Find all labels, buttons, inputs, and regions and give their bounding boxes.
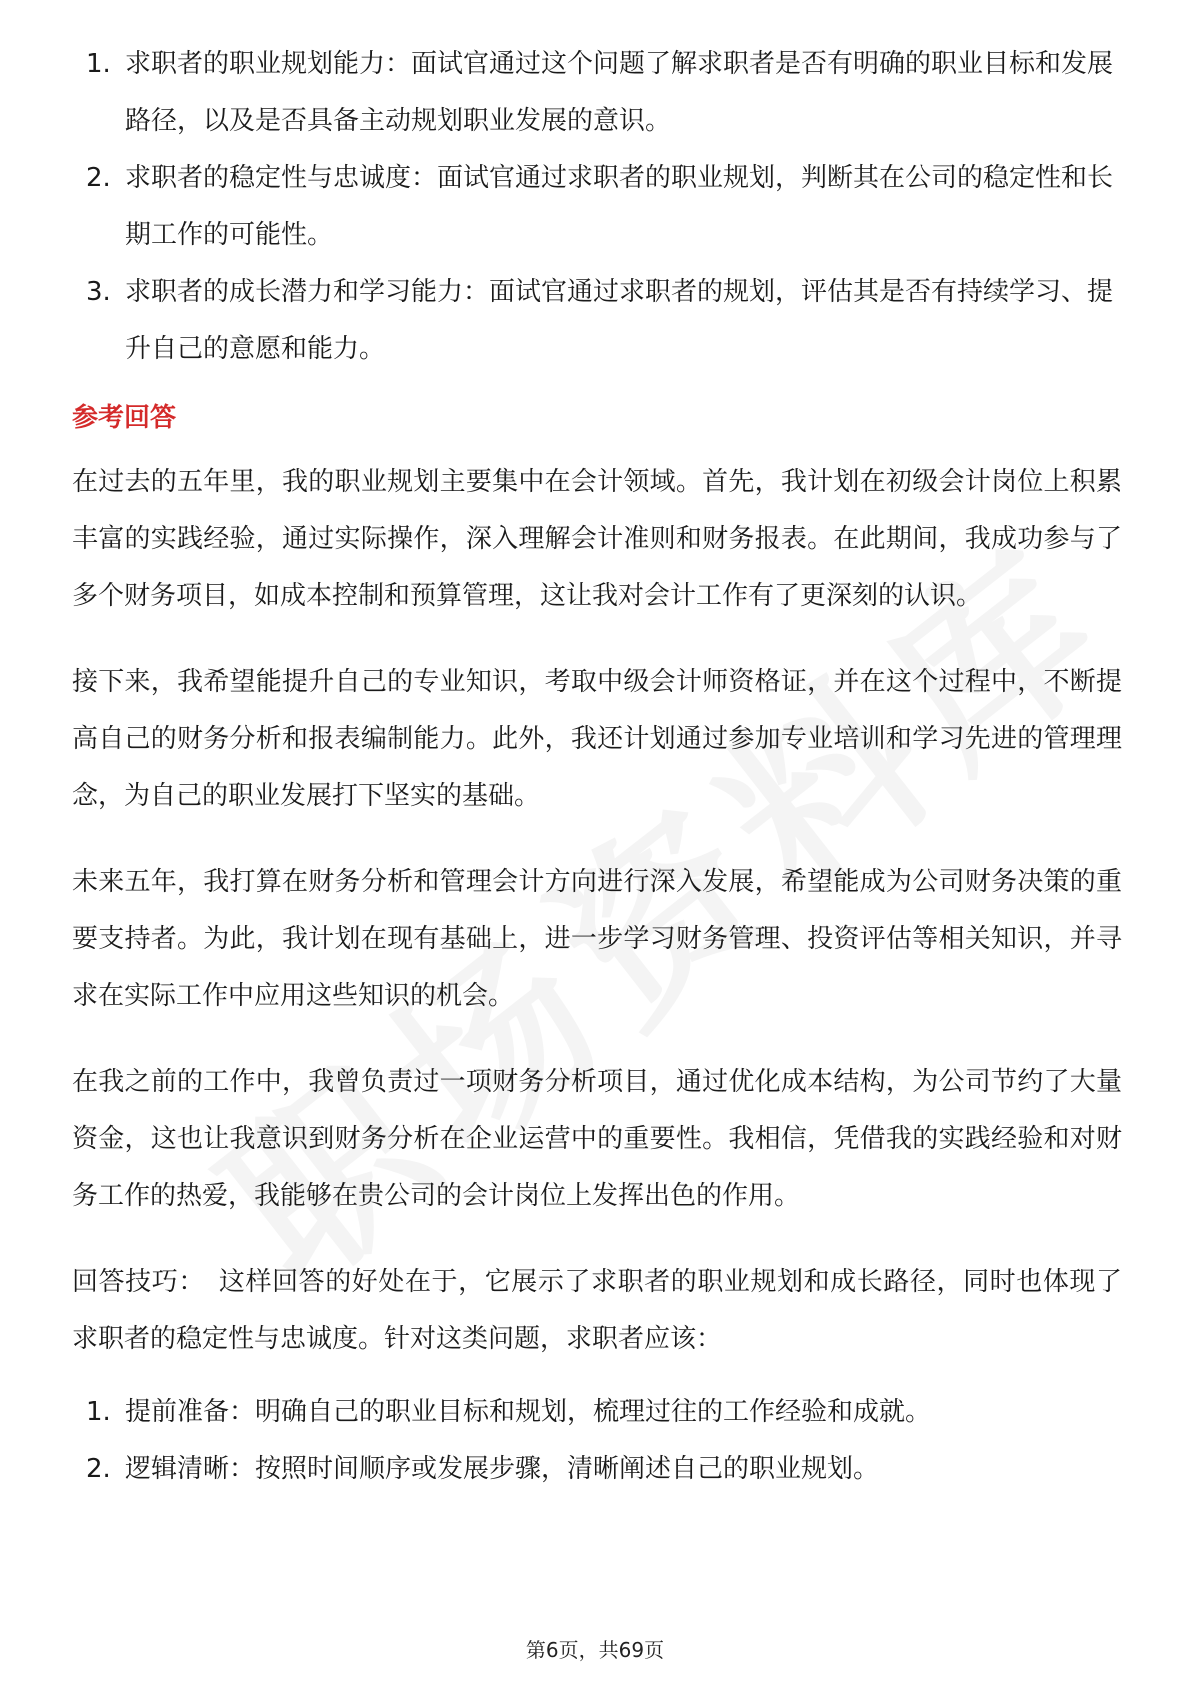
list-item bbox=[72, 36, 1122, 150]
answer-paragraph: 接下来，我希望能提升自己的专业知识，考取中级会计师资格证，并在这个过程中，不断提高自己的财务分析和报表编制能力。此外，我还计划通过参加专业培训和学习先进的管理理念，为自己的职业发展打下坚实的基础。 bbox=[72, 667, 1122, 811]
list-item bbox=[72, 150, 1122, 264]
tips-text: 这样回答的好处在于，它展示了求职者的职业规划和成长路径，同时也体现了求职者的稳定性与忠诚度。针对这类问题，求职者应该： bbox=[72, 1267, 1122, 1354]
list-number: 1. bbox=[86, 1397, 111, 1427]
answer-paragraph: 在我之前的工作中，我曾负责过一项财务分析项目，通过优化成本结构，为公司节约了大量资金，这也让我意识到财务分析在企业运营中的重要性。我相信，凭借我的实践经验和对财务工作的热爱，我能够在贵公司的会计岗位上发挥出色的作用。 bbox=[72, 1067, 1122, 1211]
page-number-footer: 第6页，共69页 bbox=[525, 1638, 665, 1662]
list-item bbox=[72, 264, 1122, 378]
reference-answer-heading: 参考回答 bbox=[72, 403, 177, 433]
list-number: 2. bbox=[86, 163, 111, 193]
list-item-text: 求职者的成长潜力和学习能力：面试官通过求职者的规划，评估其是否有持续学习、提升自己的意愿和能力。 bbox=[125, 277, 1114, 364]
list-item-text: 提前准备：明确自己的职业目标和规划，梳理过往的工作经验和成就。 bbox=[125, 1397, 932, 1427]
list-item bbox=[72, 1384, 1122, 1441]
page-content bbox=[72, 36, 1122, 1498]
list-number: 3. bbox=[86, 277, 111, 307]
tips-label: 回答技巧： bbox=[72, 1267, 205, 1297]
list-item-text: 逻辑清晰：按照时间顺序或发展步骤，清晰阐述自己的职业规划。 bbox=[125, 1454, 880, 1484]
list-number: 2. bbox=[86, 1454, 111, 1484]
list-item bbox=[72, 1441, 1122, 1498]
evaluation-points-list bbox=[72, 36, 1122, 378]
list-number: 1. bbox=[86, 49, 111, 79]
answer-paragraph: 在过去的五年里，我的职业规划主要集中在会计领域。首先，我计划在初级会计岗位上积累丰富的实践经验，通过实际操作，深入理解会计准则和财务报表。在此期间，我成功参与了多个财务项目，如成本控制和预算管理，这让我对会计工作有了更深刻的认识。 bbox=[72, 467, 1122, 611]
list-item-text: 求职者的职业规划能力：面试官通过这个问题了解求职者是否有明确的职业目标和发展路径，以及是否具备主动规划职业发展的意识。 bbox=[125, 49, 1114, 136]
tips-paragraph bbox=[72, 1254, 1122, 1368]
list-item-text: 求职者的稳定性与忠诚度：面试官通过求职者的职业规划，判断其在公司的稳定性和长期工作的可能性。 bbox=[125, 163, 1114, 250]
tips-list bbox=[72, 1384, 1122, 1498]
answer-paragraph: 未来五年，我打算在财务分析和管理会计方向进行深入发展，希望能成为公司财务决策的重要支持者。为此，我计划在现有基础上，进一步学习财务管理、投资评估等相关知识，并寻求在实际工作中应用这些知识的机会。 bbox=[72, 867, 1122, 1011]
